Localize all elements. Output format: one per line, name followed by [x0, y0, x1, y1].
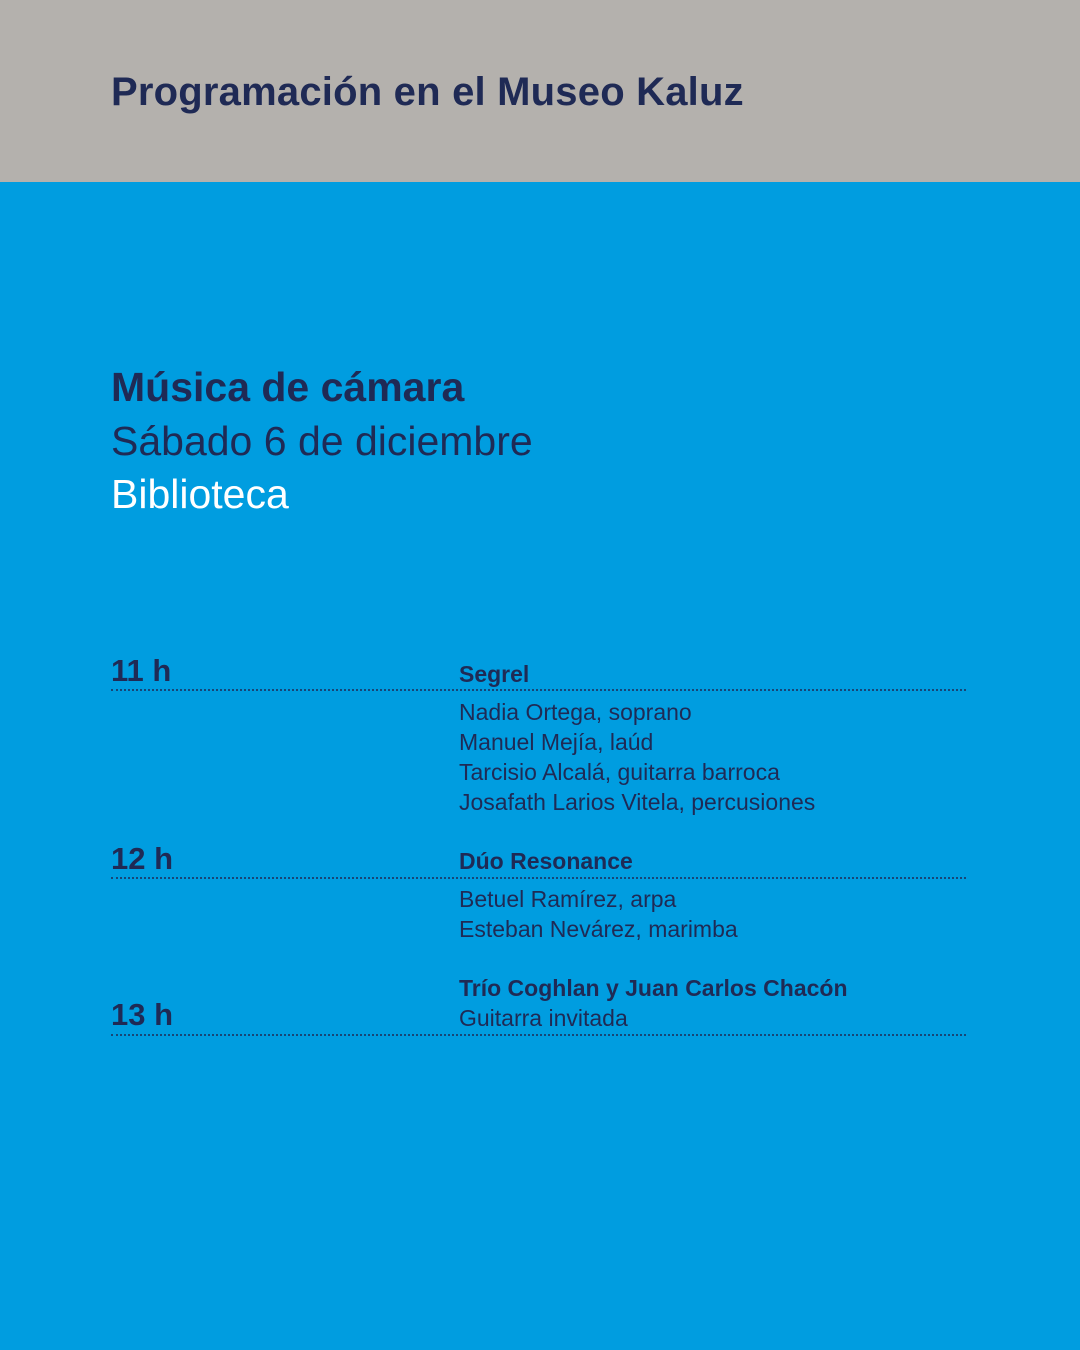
performer: Josafath Larios Vitela, percusiones [459, 789, 816, 815]
dotted-divider [111, 689, 966, 691]
schedule-group-name: Trío Coghlan y Juan Carlos Chacón [459, 975, 848, 1001]
performer: Betuel Ramírez, arpa [459, 886, 677, 912]
event-venue: Biblioteca [111, 471, 289, 517]
schedule-time: 11 h [111, 653, 172, 688]
schedule-group-name: Dúo Resonance [459, 848, 633, 874]
performer: Tarcisio Alcalá, guitarra barroca [459, 759, 780, 785]
performer: Guitarra invitada [459, 1005, 628, 1031]
dotted-divider [111, 877, 966, 879]
header-band [0, 0, 1080, 182]
schedule-time: 12 h [111, 841, 174, 876]
schedule-group-name: Segrel [459, 661, 530, 687]
schedule-time: 13 h [111, 997, 174, 1032]
page-title: Programación en el Museo Kaluz [111, 70, 744, 114]
performer-list [459, 884, 738, 944]
performer: Manuel Mejía, laúd [459, 729, 654, 755]
event-date: Sábado 6 de diciembre [111, 418, 533, 464]
event-title: Música de cámara [111, 364, 465, 410]
performer: Esteban Nevárez, marimba [459, 916, 738, 942]
dotted-divider [111, 1034, 966, 1036]
performer: Nadia Ortega, soprano [459, 699, 692, 725]
performer-list [459, 697, 815, 817]
performer-list [459, 1003, 628, 1033]
